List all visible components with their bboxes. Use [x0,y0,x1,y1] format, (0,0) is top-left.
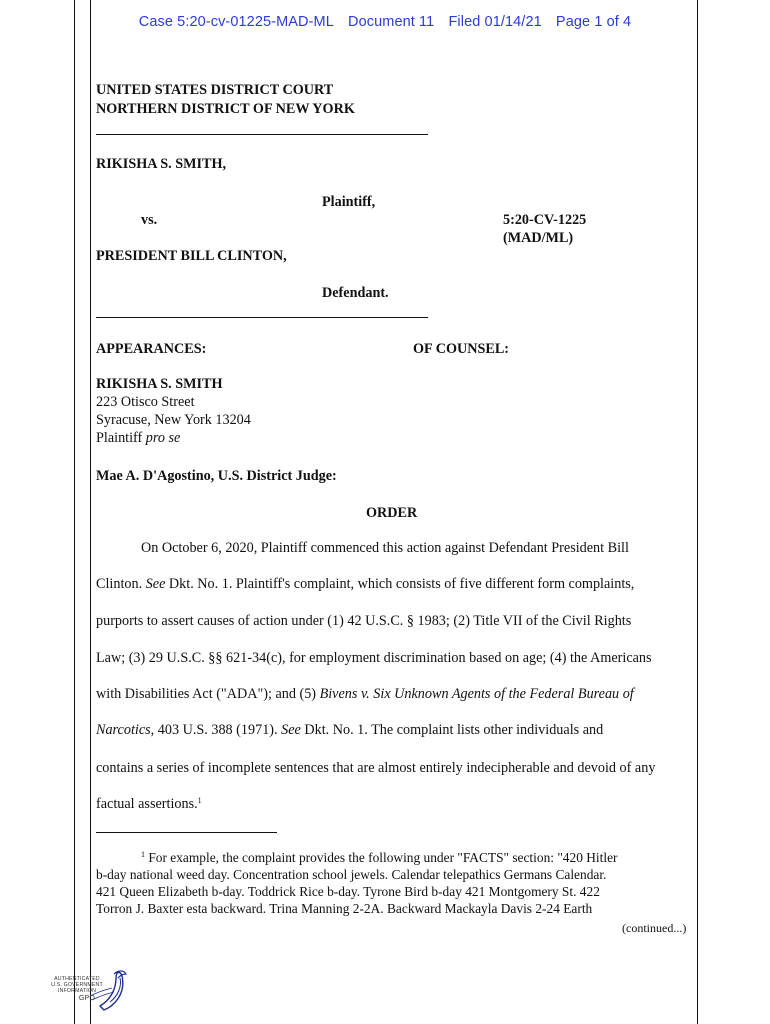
footnote-line-1 [141,850,617,866]
body-line-5-start: with Disabilities Act ("ADA"); and (5) [96,686,320,702]
ecf-header [0,14,770,30]
body-line-3: purports to assert causes of action under (1) 42 U.S.C. § 1983; (2) Title VII of the Civil Rights [96,613,632,629]
footnote-line-1-text: For example, the complaint provides the following under "FACTS" section: "420 Hitler [145,850,618,865]
appearance-status-pro-se: pro se [145,430,181,446]
appearance-status-prefix: Plaintiff [96,430,146,446]
appearance-street: 223 Otisco Street [96,394,195,410]
appearances-heading: APPEARANCES: [96,341,207,357]
footnote-number: 1 [141,850,145,859]
left-margin-line-inner [90,0,91,1024]
body-line-6-cite: , 403 U.S. 388 (1971). [150,722,282,738]
footnote-reference-1[interactable]: 1 [197,796,202,805]
left-margin-line-outer [74,0,75,1024]
seal-line-2: U.S. GOVERNMENT [51,982,103,988]
header-document-number: Document 11 [348,14,435,30]
plaintiff-name: RIKISHA S. SMITH, [96,156,227,172]
body-line-6 [96,722,603,739]
header-case-number: Case 5:20-cv-01225-MAD-ML [138,14,334,30]
body-line-8 [96,796,202,813]
appearance-status [96,429,180,448]
caption-rule-top [96,134,428,135]
defendant-role: Defendant. [322,285,389,301]
footnote-continued: (continued...) [622,921,687,935]
caption-rule-bottom [96,317,428,318]
seal-caption [42,976,112,1003]
court-name-line1: UNITED STATES DISTRICT COURT [96,82,334,98]
body-line-2-start: Clinton. [96,576,146,592]
seal-gpo-mark: GPO [78,995,96,1002]
body-line-5-case-name: Bivens v. Six Unknown Agents of the Federal Bureau of [319,686,634,702]
order-title: ORDER [366,505,418,521]
versus: vs. [141,212,158,228]
body-line-6-case-name: Narcotics [96,722,151,738]
defendant-name: PRESIDENT BILL CLINTON, [96,248,287,264]
body-line-6-see: See [281,722,301,738]
body-line-1: On October 6, 2020, Plaintiff commenced this action against Defendant President Bill [141,540,629,556]
body-line-7: contains a series of incomplete sentences that are almost entirely indecipherable and devoid of any [96,760,656,776]
body-line-8-text: factual assertions. [96,796,198,812]
footnote-line-4: Torron J. Baxter esta backward. Trina Manning 2-2A. Backward Mackayla Davis 2-24 Earth [96,901,593,916]
judge-name: Mae A. D'Agostino, U.S. District Judge: [96,468,337,484]
right-margin-line [697,0,698,1024]
body-line-2 [96,576,634,593]
appearance-name: RIKISHA S. SMITH [96,376,223,392]
body-line-2-see: See [145,576,166,592]
appearance-city: Syracuse, New York 13204 [96,412,251,428]
footnote-line-2: b-day national weed day. Concentration school jewels. Calendar telepathics Germans Calendar. [96,867,607,882]
court-name-line2: NORTHERN DISTRICT OF NEW YORK [96,101,355,117]
plaintiff-role: Plaintiff, [322,194,376,210]
footnote-line-3: 421 Queen Elizabeth b-day. Toddrick Rice b-day. Tyrone Bird b-day 421 Montgomery St. 422 [96,884,600,899]
body-line-4: Law; (3) 29 U.S.C. §§ 621-34(c), for employment discrimination based on age; (4) the Americans [96,650,652,666]
body-line-6-end: Dkt. No. 1. The complaint lists other individuals and [300,722,604,738]
of-counsel-heading: OF COUNSEL: [413,341,510,357]
case-number-line1: 5:20-CV-1225 [503,212,587,228]
body-line-5 [96,686,634,703]
header-filed-date: Filed 01/14/21 [448,14,542,30]
case-number-line2: (MAD/ML) [503,230,574,246]
footnote-separator [96,832,277,833]
seal-line-1: AUTHENTICATED [54,976,100,982]
header-page-number: Page 1 of 4 [555,14,632,30]
seal-line-3: INFORMATION [57,988,97,994]
body-line-2-end: Dkt. No. 1. Plaintiff's complaint, which consists of five different form complaints, [165,576,635,592]
